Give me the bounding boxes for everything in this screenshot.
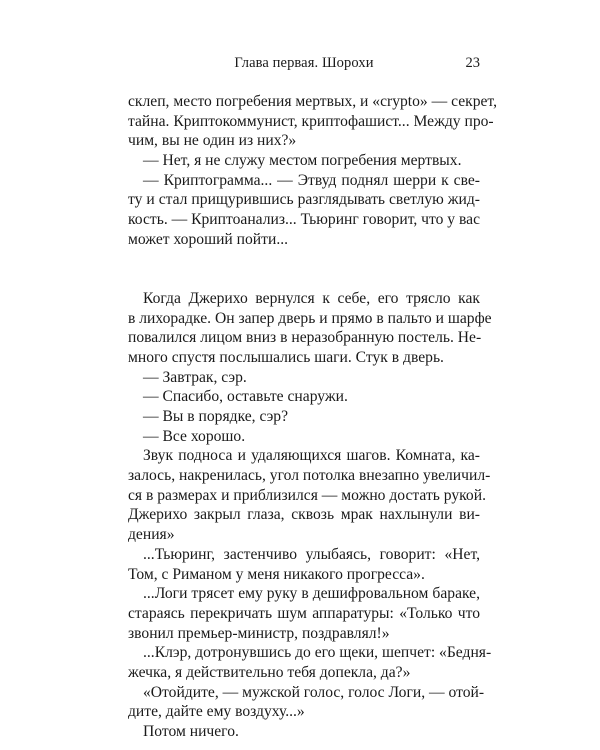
page-body <box>128 92 497 742</box>
paragraph <box>128 368 480 388</box>
text-line: ...Клэр, дотронувшись до его щеки, шепчет: «Бедня- <box>143 644 492 662</box>
text-line: Потом ничего. <box>143 723 239 741</box>
paragraph <box>128 92 497 151</box>
running-header <box>128 55 480 75</box>
text-line: может хороший пойти... <box>128 230 289 248</box>
text-line: — Криптограмма... — Этвуд поднял шерри к све- <box>143 171 480 189</box>
paragraph <box>128 387 480 407</box>
text-line: дения» <box>128 526 175 544</box>
chapter-title: Глава первая. Шорохи <box>234 55 374 71</box>
text-line: — Вы в порядке, сэр? <box>143 408 289 426</box>
text-line: звонил премьер-министр, поздравлял!» <box>128 624 390 642</box>
text-line: склеп, место погребения мертвых, и «crypto» — секрет, <box>128 93 497 110</box>
paragraph <box>128 643 492 682</box>
text-line: Когда Джерихо вернулся к себе, его трясло как <box>143 289 480 307</box>
text-line: тайна. Криптокоммунист, криптофашист... Между про- <box>128 112 494 130</box>
paragraph <box>128 407 480 427</box>
text-line: — Нет, я не служу местом погребения мертвых. <box>143 152 462 170</box>
text-line: — Завтрак, сэр. <box>143 368 247 386</box>
text-line: Звук подноса и удаляющихся шагов. Комната, ка- <box>143 447 480 465</box>
text-line: жечка, я действительно тебя допекла, да?» <box>128 663 411 681</box>
text-line: ся в размерах и приблизился — можно достать рукой. <box>128 486 486 504</box>
page-number: 23 <box>465 55 480 71</box>
paragraph <box>128 446 491 544</box>
paragraph <box>128 427 480 447</box>
text-line: много спустя послышались шаги. Стук в дверь. <box>128 348 444 366</box>
text-line: ...Логи трясет ему руку в дешифровальном бараке, <box>143 585 480 603</box>
text-line: «Отойдите, — мужской голос, голос Логи, — отой- <box>143 683 485 701</box>
paragraph <box>128 171 480 250</box>
text-line: дите, дайте ему воздуху...» <box>128 703 305 721</box>
text-line: повалился лицом вниз в неразобранную постель. Не- <box>128 329 482 347</box>
text-line: — Все хорошо. <box>143 427 246 445</box>
text-line: в лихорадке. Он запер дверь и прямо в пальто и шарфе <box>128 309 492 327</box>
text-line: Том, с Риманом у меня никакого прогресса». <box>128 565 425 583</box>
text-line: Джерихо закрыл глаза, сквозь мрак нахлынули ви- <box>128 506 480 524</box>
section-break <box>128 250 480 289</box>
paragraph <box>128 722 480 742</box>
text-line: ту и стал прищурившись разглядывать светлую жид- <box>128 191 480 209</box>
paragraph <box>128 584 480 643</box>
paragraph <box>128 289 492 368</box>
text-line: залось, накренилась, угол потолка внезапно увеличил- <box>128 467 491 485</box>
text-line: чим, вы не один из них?» <box>128 132 297 150</box>
text-line: кость. — Криптоанализ... Тьюринг говорит, что у вас <box>128 211 480 229</box>
text-line: стараясь перекричать шум аппаратуры: «Только что <box>128 604 480 622</box>
paragraph <box>128 683 485 722</box>
paragraph <box>128 151 480 171</box>
paragraph <box>128 545 480 584</box>
text-line: — Спасибо, оставьте снаружи. <box>143 388 348 406</box>
text-line: ...Тьюринг, застенчиво улыбаясь, говорит: «Нет, <box>143 545 480 563</box>
